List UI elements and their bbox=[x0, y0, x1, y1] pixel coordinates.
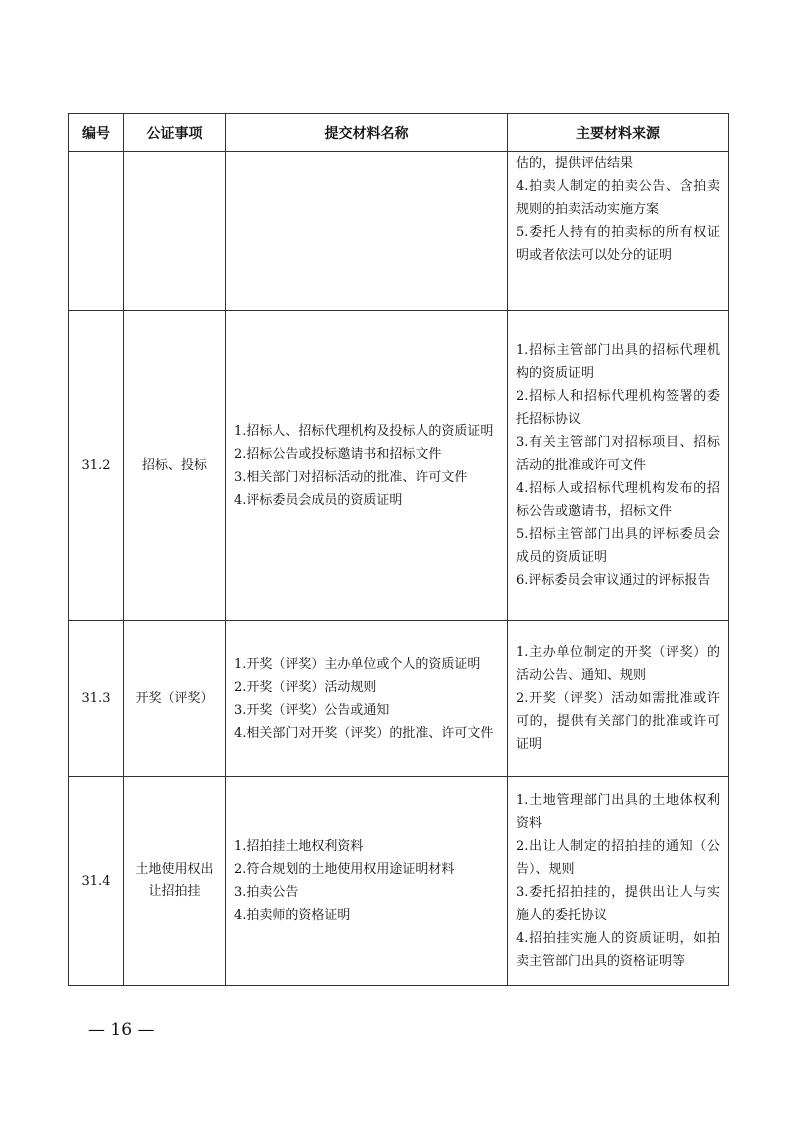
row-item: 招标、投标 bbox=[124, 311, 226, 621]
table-row bbox=[69, 621, 729, 777]
row-materials bbox=[226, 777, 508, 986]
row-number: 31.3 bbox=[69, 621, 124, 777]
source-line: 1.主办单位制定的开奖（评奖）的活动公告、通知、规则 bbox=[516, 645, 720, 683]
row-materials bbox=[226, 311, 508, 621]
table-header-row bbox=[69, 114, 729, 152]
source-line: 4.拍卖人制定的拍卖公告、含拍卖规则的拍卖活动实施方案 bbox=[516, 179, 720, 217]
source-line: 4.招拍挂实施人的资质证明，如拍卖主管部门出具的资格证明等 bbox=[516, 931, 720, 969]
row-number bbox=[69, 152, 124, 311]
source-line: 3.有关主管部门对招标项目、招标活动的批准或许可文件 bbox=[516, 435, 720, 473]
material-line: 1.开奖（评奖）主办单位或个人的资质证明 bbox=[234, 656, 481, 672]
source-line: 2.招标人和招标代理机构签署的委托招标协议 bbox=[516, 389, 720, 427]
row-materials bbox=[226, 152, 508, 311]
source-line: 3.委托招拍挂的，提供出让人与实施人的委托协议 bbox=[516, 885, 720, 923]
materials-table bbox=[68, 113, 729, 986]
row-item bbox=[124, 777, 226, 986]
material-line: 4.评标委员会成员的资质证明 bbox=[234, 492, 403, 508]
row-number: 31.4 bbox=[69, 777, 124, 986]
row-sources bbox=[508, 311, 729, 621]
source-line: 2.出让人制定的招拍挂的通知（公告）、规则 bbox=[516, 839, 720, 877]
material-line: 4.拍卖师的资格证明 bbox=[234, 908, 351, 923]
material-line: 2.开奖（评奖）活动规则 bbox=[234, 679, 377, 695]
source-line: 1.土地管理部门出具的土地体权利资料 bbox=[516, 793, 720, 831]
row-sources bbox=[508, 152, 729, 311]
header-number: 编号 bbox=[69, 114, 124, 152]
source-line: 1.招标主管部门出具的招标代理机构的资质证明 bbox=[516, 343, 720, 381]
table-row bbox=[69, 311, 729, 621]
page-number: — 16 — bbox=[88, 1020, 155, 1040]
material-line: 3.拍卖公告 bbox=[234, 885, 299, 900]
table-row bbox=[69, 152, 729, 311]
table-row bbox=[69, 777, 729, 986]
material-line: 1.招标人、招标代理机构及投标人的资质证明 bbox=[234, 423, 494, 439]
row-materials bbox=[226, 621, 508, 777]
source-line: 估的，提供评估结果 bbox=[516, 156, 634, 171]
material-line: 3.相关部门对招标活动的批准、许可文件 bbox=[234, 469, 468, 485]
source-line: 2.开奖（评奖）活动如需批准或许可的，提供有关部门的批准或许可证明 bbox=[516, 691, 720, 752]
source-line: 5.委托人持有的拍卖标的所有权证明或者依法可以处分的证明 bbox=[516, 225, 720, 263]
row-sources bbox=[508, 621, 729, 777]
source-line: 5.招标主管部门出具的评标委员会成员的资质证明 bbox=[516, 527, 720, 565]
header-sources: 主要材料来源 bbox=[508, 114, 729, 152]
material-line: 2.符合规划的土地使用权用途证明材料 bbox=[234, 862, 455, 877]
row-number: 31.2 bbox=[69, 311, 124, 621]
row-item: 开奖（评奖） bbox=[124, 621, 226, 777]
material-line: 2.招标公告或投标邀请书和招标文件 bbox=[234, 446, 442, 462]
source-line: 6.评标委员会审议通过的评标报告 bbox=[516, 573, 711, 588]
row-sources bbox=[508, 777, 729, 986]
material-line: 4.相关部门对开奖（评奖）的批准、许可文件 bbox=[234, 725, 494, 741]
material-line: 1.招拍挂土地权利资料 bbox=[234, 839, 364, 854]
row-item bbox=[124, 152, 226, 311]
material-line: 3.开奖（评奖）公告或通知 bbox=[234, 702, 390, 718]
header-materials: 提交材料名称 bbox=[226, 114, 508, 152]
header-notary-item: 公证事项 bbox=[124, 114, 226, 152]
row-item-text: 土地使用权出让招拍挂 bbox=[135, 862, 214, 899]
source-line: 4.招标人或招标代理机构发布的招标公告或邀请书，招标文件 bbox=[516, 481, 720, 519]
